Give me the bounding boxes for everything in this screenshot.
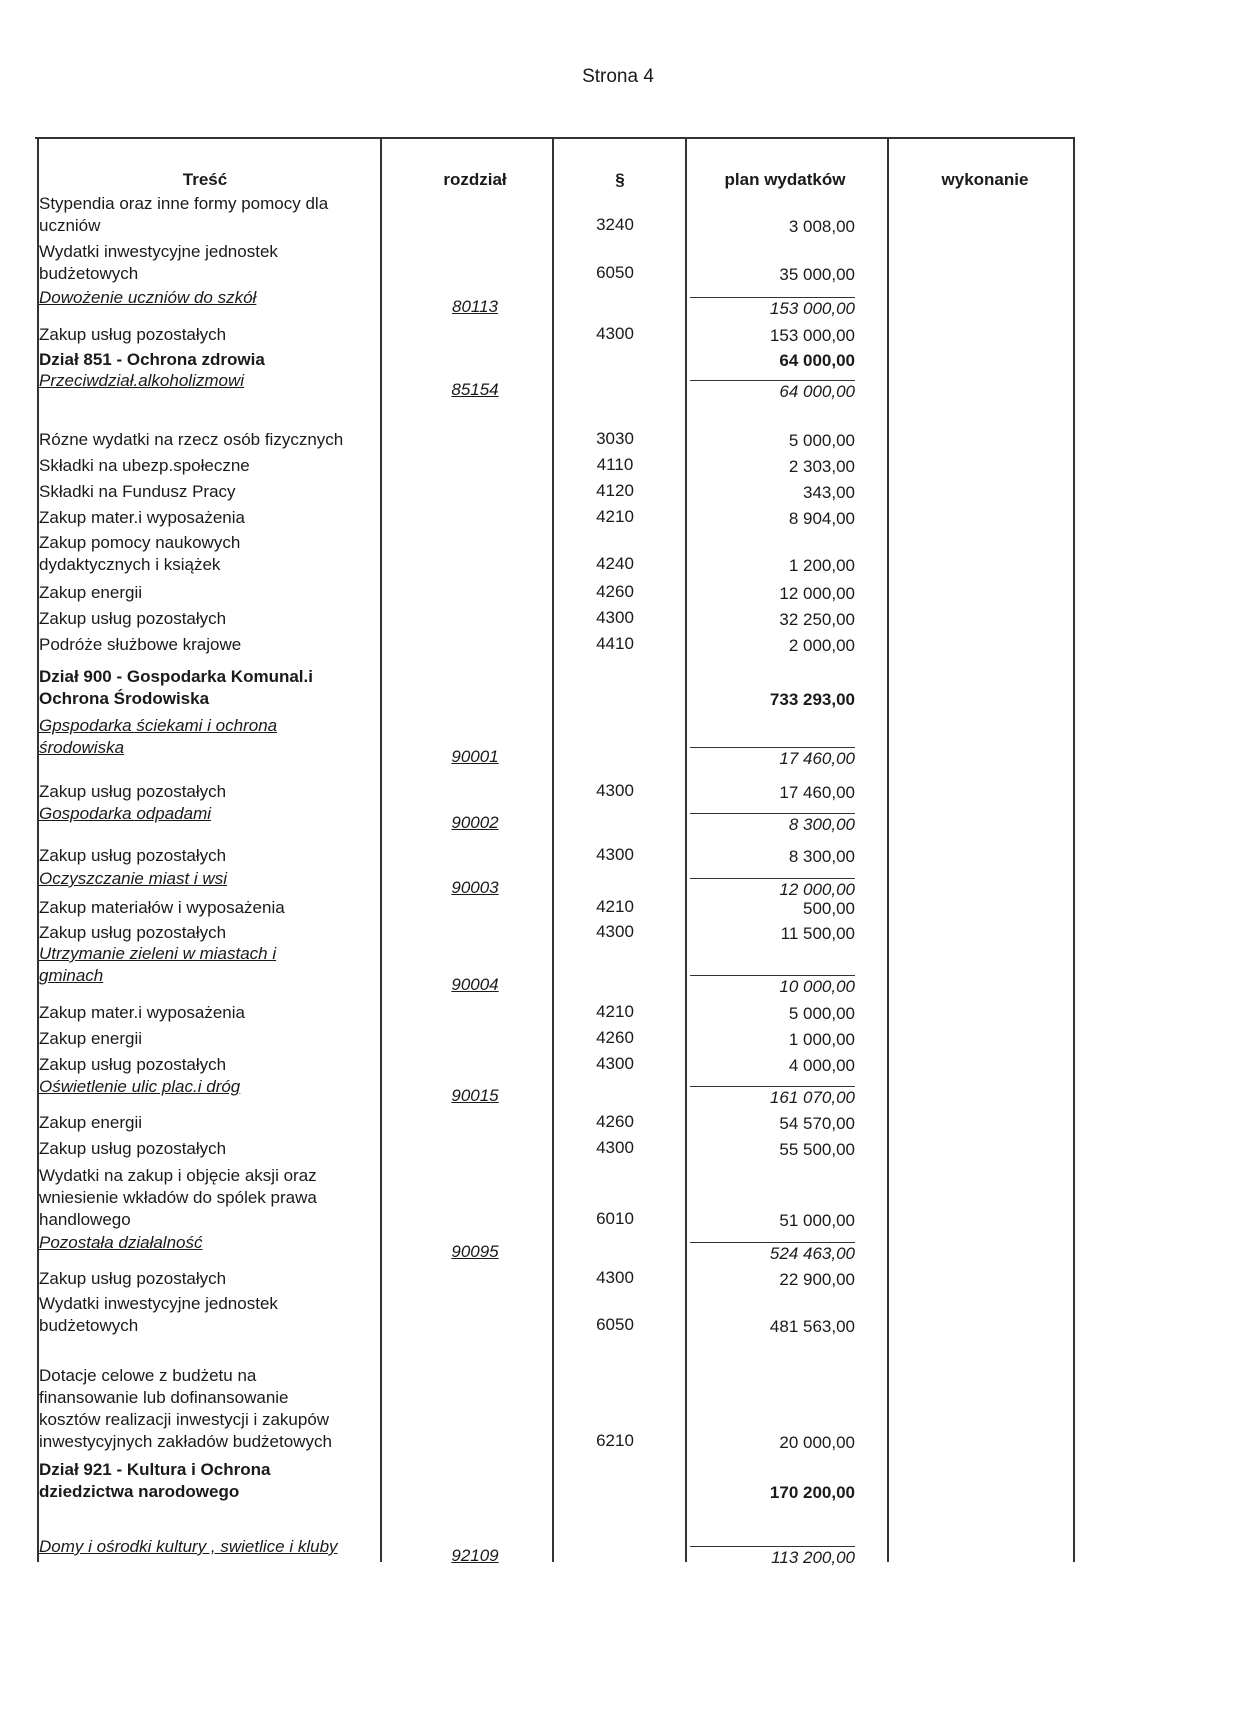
row-description: Zakup usług pozostałych [39,609,227,628]
row-description: Zakup usług pozostałych [39,1055,227,1074]
row-plan: 1 200,00 [788,556,855,575]
row-description: Podróże służbowe krajowe [39,635,242,654]
row-description: Zakup pomocy naukowych dydaktycznych i książek [39,533,241,574]
row-description: Składki na ubezp.społeczne [39,456,250,475]
row-description: Zakup mater.i wyposażenia [39,508,245,527]
row-rozdzial: 80113 [451,297,498,316]
row-description: Składki na Fundusz Pracy [39,482,236,501]
row-description: Dział 921 - Kultura i Ochrona dziedzictwa narodowego [39,1460,271,1501]
row-paragraf: 4110 [596,455,634,474]
row-rozdzial: 90003 [451,878,499,897]
column-divider [887,137,889,1562]
row-paragraf: 4410 [596,634,634,653]
row-description: Wydatki na zakup i objęcie aksji oraz wniesienie wkładów do spólek prawa handlowego [39,1166,317,1229]
row-description: Zakup usług pozostałych [39,782,227,801]
header-paragraf: § [615,170,625,189]
row-plan: 153 000,00 [690,297,855,319]
row-description: Gospodarka odpadami [39,804,212,823]
row-plan: 5 000,00 [788,1004,855,1023]
row-paragraf: 6050 [596,1315,634,1334]
row-paragraf: 4210 [596,1002,634,1021]
row-paragraf: 4240 [596,554,634,573]
column-divider [685,137,687,1562]
row-paragraf: 4260 [596,1028,634,1047]
row-paragraf: 4260 [596,1112,634,1131]
row-plan: 64 000,00 [779,351,855,370]
row-plan: 170 200,00 [769,1483,855,1502]
row-plan: 161 070,00 [690,1086,855,1108]
row-paragraf: 6050 [596,263,634,282]
column-divider [1073,137,1075,1562]
row-paragraf: 4210 [596,897,634,916]
header-plan: plan wydatków [724,170,846,189]
row-paragraf: 4300 [596,1268,634,1287]
row-plan: 153 000,00 [769,326,855,345]
row-description: Wydatki inwestycyjne jednostek budżetowych [39,242,278,283]
row-description: Zakup energii [39,583,143,602]
row-description: Wydatki inwestycyjne jednostek budżetowych [39,1294,278,1335]
row-description: Utrzymanie zieleni w miastach i gminach [39,944,277,985]
row-rozdzial: 90015 [451,1086,499,1105]
row-plan: 10 000,00 [690,975,855,997]
row-paragraf: 4300 [596,922,634,941]
row-paragraf: 3240 [596,215,634,234]
row-rozdzial: 90002 [451,813,499,832]
row-description: Dotacje celowe z budżetu na finansowanie lub dofinansowanie kosztów realizacji inwestycji i zakupów inwestycyjnych zakładów budżetowych [39,1366,332,1451]
row-plan: 481 563,00 [769,1317,855,1336]
row-plan: 11 500,00 [780,924,855,943]
row-plan: 1 000,00 [788,1030,855,1049]
row-rozdzial: 90095 [451,1242,499,1261]
row-rozdzial: 90004 [451,975,499,994]
row-paragraf: 4260 [596,582,634,601]
row-plan: 54 570,00 [779,1114,855,1133]
header-rozdzial: rozdział [443,170,507,189]
row-paragraf: 4300 [596,608,634,627]
row-paragraf: 4300 [596,845,634,864]
row-description: Pozostała działalność [39,1233,203,1252]
row-description: Dowożenie uczniów do szkół [39,288,257,307]
row-plan: 17 460,00 [779,783,855,802]
row-paragraf: 3030 [596,429,634,448]
row-paragraf: 6210 [596,1431,634,1450]
row-description: Zakup usług pozostałych [39,325,227,344]
row-description: Zakup usług pozostałych [39,846,227,865]
row-plan: 12 000,00 [690,878,855,900]
row-plan: 524 463,00 [690,1242,855,1264]
row-plan: 8 300,00 [788,847,855,866]
table-top-border [35,137,1075,139]
row-description: Oczyszczanie miast i wsi [39,869,227,888]
row-description: Gpspodarka ściekami i ochrona środowiska [39,716,278,757]
row-plan: 3 008,00 [788,217,855,236]
row-plan: 64 000,00 [690,380,855,402]
row-description: Zakup materiałów i wyposażenia [39,898,285,917]
row-plan: 5 000,00 [788,431,855,450]
row-description: Oświetlenie ulic plac.i dróg [39,1077,241,1096]
row-description: Zakup usług pozostałych [39,923,227,942]
row-plan: 51 000,00 [779,1211,855,1230]
row-plan: 733 293,00 [769,690,855,709]
row-description: Zakup usług pozostałych [39,1269,227,1288]
row-description: Zakup usług pozostałych [39,1139,227,1158]
row-description: Zakup energii [39,1113,143,1132]
row-plan: 4 000,00 [788,1056,855,1075]
row-plan: 20 000,00 [779,1433,855,1452]
row-paragraf: 4300 [596,781,634,800]
header-tresc: Treść [182,170,228,189]
row-plan: 55 500,00 [779,1140,855,1159]
row-plan: 500,00 [803,899,855,918]
row-plan: 35 000,00 [779,265,855,284]
page-title: Strona 4 [582,66,654,87]
row-plan: 113 200,00 [690,1546,855,1568]
row-description: Przeciwdział.alkoholizmowi [39,371,245,390]
row-plan: 17 460,00 [690,747,855,769]
row-description: Dział 900 - Gospodarka Komunal.i Ochrona Środowiska [39,667,313,708]
row-plan: 2 000,00 [788,636,855,655]
row-description: Rózne wydatki na rzecz osób fizycznych [39,430,344,449]
column-divider [380,137,382,1562]
row-plan: 12 000,00 [779,584,855,603]
row-description: Zakup mater.i wyposażenia [39,1003,245,1022]
row-paragraf: 4300 [596,1054,634,1073]
row-plan: 22 900,00 [779,1270,855,1289]
row-paragraf: 4120 [596,481,634,500]
column-divider [552,137,554,1562]
row-rozdzial: 92109 [451,1546,499,1565]
row-plan: 8 904,00 [788,509,855,528]
row-plan: 2 303,00 [788,457,855,476]
row-plan: 8 300,00 [690,813,855,835]
row-plan: 343,00 [803,483,855,502]
row-paragraf: 4300 [596,1138,634,1157]
row-plan: 32 250,00 [779,610,855,629]
row-description: Dział 851 - Ochrona zdrowia [39,350,265,369]
row-description: Stypendia oraz inne formy pomocy dla uczniów [39,194,329,235]
row-paragraf: 4300 [596,324,634,343]
row-rozdzial: 90001 [451,747,499,766]
row-description: Domy i ośrodki kultury , swietlice i kluby [39,1537,338,1556]
row-paragraf: 4210 [596,507,634,526]
row-paragraf: 6010 [596,1209,634,1228]
row-rozdzial: 85154 [451,380,499,399]
header-wykonanie: wykonanie [941,170,1029,189]
row-description: Zakup energii [39,1029,143,1048]
